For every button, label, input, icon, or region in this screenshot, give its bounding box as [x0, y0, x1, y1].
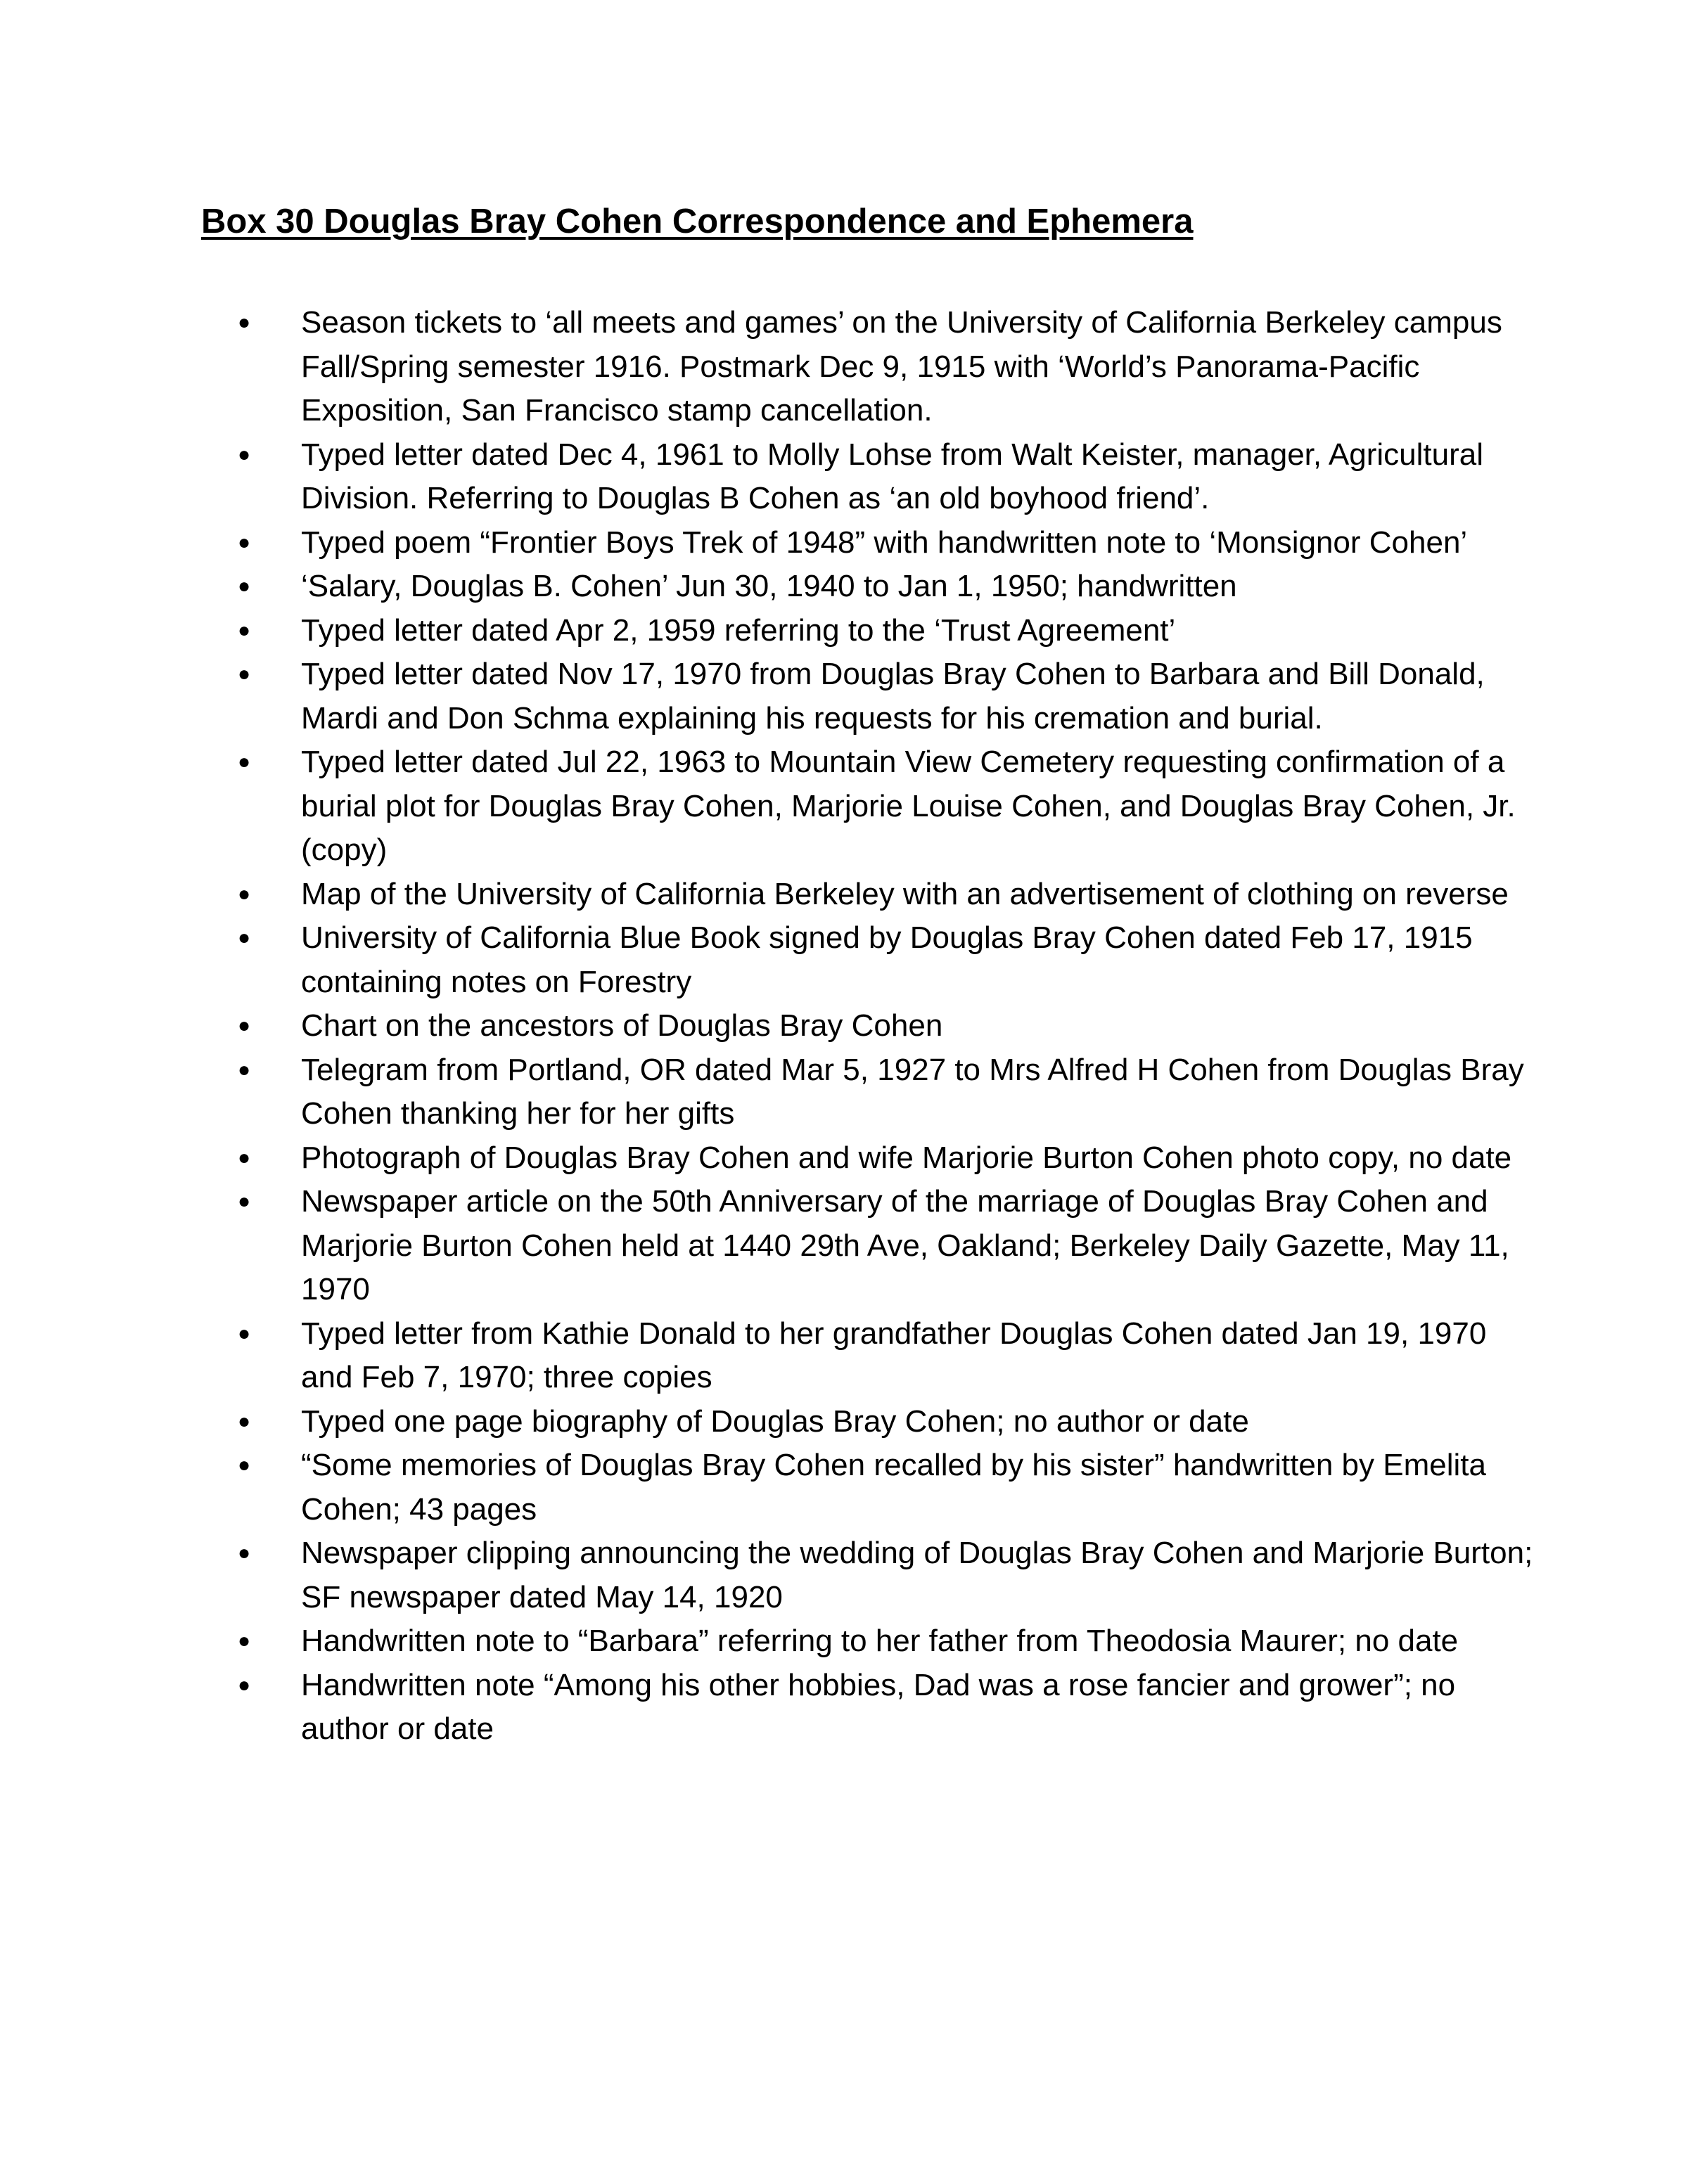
item-list	[201, 301, 1537, 1752]
list-item	[201, 1004, 1537, 1048]
list-item	[201, 609, 1537, 653]
list-item-text: Typed poem “Frontier Boys Trek of 1948” with handwritten note to ‘Monsignor Cohen’	[301, 525, 1468, 560]
list-item-text: Typed one page biography of Douglas Bray Cohen; no author or date	[301, 1403, 1249, 1439]
page-title: Box 30 Douglas Bray Cohen Correspondence and Ephemera	[201, 203, 1194, 240]
list-item-text: ‘Salary, Douglas B. Cohen’ Jun 30, 1940 to Jan 1, 1950; handwritten	[301, 569, 1237, 603]
list-item-text: Typed letter dated Dec 4, 1961 to Molly Lohse from Walt Keister, manager, Agricultural Division. Referring to Douglas B Cohen as ‘an old boyhood friend’.	[301, 437, 1484, 515]
list-item-text: Handwritten note “Among his other hobbies, Dad was a rose fancier and grower”; no author or date	[301, 1667, 1456, 1746]
bullet-icon: ●	[238, 1409, 251, 1433]
bullet-icon: ●	[238, 1673, 251, 1697]
list-item-text: Chart on the ancestors of Douglas Bray Cohen	[301, 1008, 943, 1043]
list-item-text: Typed letter dated Jul 22, 1963 to Mountain View Cemetery requesting confirmation of a burial plot for Douglas Bray Cohen, Marjorie Louise Cohen, and Douglas Bray Cohen, Jr. (copy)	[301, 745, 1516, 867]
bullet-icon: ●	[238, 1058, 251, 1081]
bullet-icon: ●	[238, 1190, 251, 1213]
list-item	[201, 1664, 1537, 1752]
list-item	[201, 1400, 1537, 1444]
list-item	[201, 1619, 1537, 1664]
list-item-text: Photograph of Douglas Bray Cohen and wife Marjorie Burton Cohen photo copy, no date	[301, 1140, 1512, 1175]
bullet-icon: ●	[238, 662, 251, 686]
bullet-icon: ●	[238, 882, 251, 906]
list-item	[201, 1444, 1537, 1531]
bullet-icon: ●	[238, 530, 251, 554]
bullet-icon: ●	[238, 926, 251, 949]
bullet-icon: ●	[238, 1453, 251, 1477]
bullet-icon: ●	[238, 1629, 251, 1652]
bullet-icon: ●	[238, 1321, 251, 1345]
list-item-text: Handwritten note to “Barbara” referring to her father from Theodosia Maurer; no date	[301, 1624, 1459, 1658]
bullet-icon: ●	[238, 1541, 251, 1565]
list-item	[201, 1136, 1537, 1181]
list-item-text: Newspaper article on the 50th Anniversary of the marriage of Douglas Bray Cohen and Marjorie Burton Cohen held at 1440 29th Ave, Oakland; Berkeley Daily Gazette, May 11, 1970	[301, 1184, 1509, 1306]
list-item	[201, 301, 1537, 433]
list-item	[201, 521, 1537, 565]
list-item-text: University of California Blue Book signed by Douglas Bray Cohen dated Feb 17, 1915 containing notes on Forestry	[301, 920, 1473, 999]
list-item-text: Map of the University of California Berkeley with an advertisement of clothing on reverse	[301, 876, 1509, 911]
bullet-icon: ●	[238, 574, 251, 598]
list-item	[201, 1048, 1537, 1136]
list-item	[201, 916, 1537, 1004]
list-item	[201, 1531, 1537, 1619]
list-item-text: Season tickets to ‘all meets and games’ on the University of California Berkeley campus Fall/Spring semester 1916. Postmark Dec 9, 1915 with ‘World’s Panorama-Pacific Exposition, San Francisco stamp cancellation.	[301, 305, 1502, 428]
list-item-text: Newspaper clipping announcing the wedding of Douglas Bray Cohen and Marjorie Burton; SF newspaper dated May 14, 1920	[301, 1536, 1533, 1614]
list-item	[201, 565, 1537, 609]
list-item	[201, 433, 1537, 521]
list-item-text: “Some memories of Douglas Bray Cohen recalled by his sister” handwritten by Emelita Cohen; 43 pages	[301, 1448, 1486, 1527]
list-item	[201, 1180, 1537, 1312]
bullet-icon: ●	[238, 1145, 251, 1169]
bullet-icon: ●	[238, 311, 251, 334]
bullet-icon: ●	[238, 1014, 251, 1037]
list-item	[201, 873, 1537, 917]
list-item	[201, 1312, 1537, 1400]
list-item-text: Typed letter dated Nov 17, 1970 from Douglas Bray Cohen to Barbara and Bill Donald, Mardi and Don Schma explaining his requests for his cremation and burial.	[301, 657, 1485, 736]
list-item	[201, 653, 1537, 740]
list-item	[201, 740, 1537, 873]
list-item-text: Typed letter dated Apr 2, 1959 referring to the ‘Trust Agreement’	[301, 612, 1176, 648]
bullet-icon: ●	[238, 618, 251, 642]
bullet-icon: ●	[238, 442, 251, 466]
bullet-icon: ●	[238, 750, 251, 773]
list-item-text: Typed letter from Kathie Donald to her grandfather Douglas Cohen dated Jan 19, 1970 and Feb 7, 1970; three copies	[301, 1316, 1487, 1394]
list-item-text: Telegram from Portland, OR dated Mar 5, 1927 to Mrs Alfred H Cohen from Douglas Bray Cohen thanking her for her gifts	[301, 1052, 1524, 1131]
